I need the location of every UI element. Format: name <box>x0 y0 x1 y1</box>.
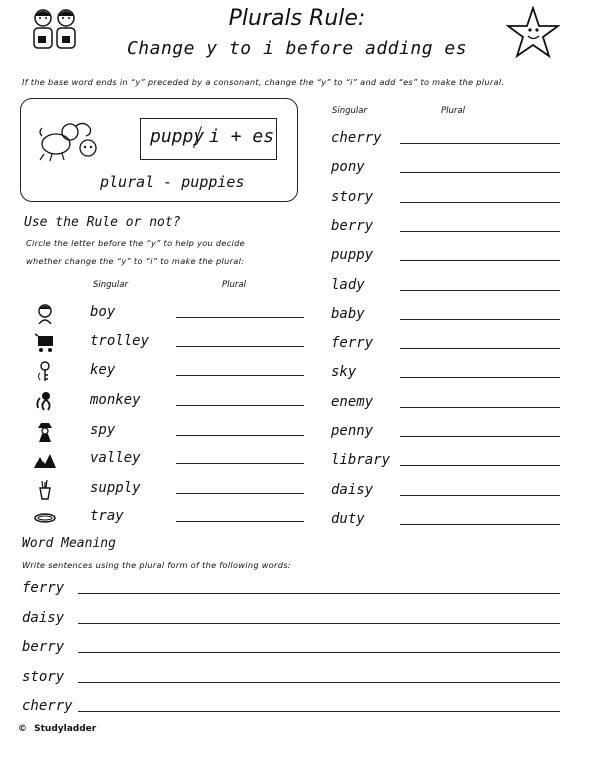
page-subtitle: Change y to i before adding es <box>126 38 468 59</box>
left-col-plural: Plural <box>222 280 246 290</box>
left-word-trolley: trolley <box>90 333 150 349</box>
monkey-icon <box>34 390 56 412</box>
left-answer-line[interactable] <box>176 346 304 347</box>
tray-icon <box>34 506 56 528</box>
sentence-line[interactable] <box>78 652 560 653</box>
left-col-singular: Singular <box>93 280 128 290</box>
key-icon <box>34 360 56 382</box>
left-answer-line[interactable] <box>176 493 304 494</box>
right-word-cherry: cherry <box>331 130 382 146</box>
right-answer-line[interactable] <box>400 436 560 437</box>
left-answer-line[interactable] <box>176 521 304 522</box>
example-result: plural - puppies <box>100 173 245 191</box>
right-word-penny: penny <box>331 423 374 439</box>
right-answer-line[interactable] <box>400 290 560 291</box>
star-icon <box>506 6 560 60</box>
right-col-plural: Plural <box>441 106 465 116</box>
sentence-line[interactable] <box>78 711 560 712</box>
left-answer-line[interactable] <box>176 317 304 318</box>
use-rule-line1: Circle the letter before the “y” to help you decide <box>26 238 245 248</box>
footer-brand: Studyladder <box>34 724 97 734</box>
right-word-enemy: enemy <box>331 393 374 410</box>
footer <box>18 724 96 734</box>
sentence-line[interactable] <box>78 593 560 594</box>
example-base-word: puppy <box>150 126 205 147</box>
right-answer-line[interactable] <box>400 348 560 349</box>
right-word-lady: lady <box>331 276 365 293</box>
puppies-icon <box>36 114 108 164</box>
sentence-line[interactable] <box>78 682 560 683</box>
right-word-library: library <box>331 452 391 469</box>
word-meaning-instruction: Write sentences using the plural form of the following words: <box>22 560 291 570</box>
left-word-tray: tray <box>90 508 124 524</box>
use-rule-heading: Use the Rule or not? <box>24 215 181 230</box>
left-word-monkey: monkey <box>90 392 141 408</box>
right-word-duty: duty <box>331 510 365 527</box>
boy-icon <box>34 302 56 324</box>
spy-icon <box>34 420 56 442</box>
left-word-valley: valley <box>90 450 141 466</box>
copyright-icon: © <box>18 724 27 734</box>
right-word-pony: pony <box>331 159 365 176</box>
left-answer-line[interactable] <box>176 463 304 464</box>
right-word-story: story <box>331 188 374 205</box>
right-answer-line[interactable] <box>400 260 560 261</box>
right-answer-line[interactable] <box>400 377 560 378</box>
right-word-baby: baby <box>331 305 365 322</box>
right-answer-line[interactable] <box>400 407 560 408</box>
right-answer-line[interactable] <box>400 231 560 232</box>
left-answer-line[interactable] <box>176 405 304 406</box>
page-title: Plurals Rule: <box>228 6 366 31</box>
right-answer-line[interactable] <box>400 524 560 525</box>
right-answer-line[interactable] <box>400 465 560 466</box>
right-answer-line[interactable] <box>400 495 560 496</box>
left-answer-line[interactable] <box>176 375 304 376</box>
left-word-supply: supply <box>90 480 141 496</box>
right-answer-line[interactable] <box>400 172 560 173</box>
sentence-line[interactable] <box>78 623 560 624</box>
meaning-word-berry: berry <box>22 639 65 655</box>
example-suffix: i + es <box>209 126 275 147</box>
right-col-singular: Singular <box>332 106 367 116</box>
meaning-word-story: story <box>22 668 65 685</box>
use-rule-line2: whether change the “y” to “i” to make the plural: <box>26 256 245 266</box>
valley-icon <box>34 448 56 470</box>
word-meaning-heading: Word Meaning <box>22 536 116 551</box>
left-word-boy: boy <box>90 304 116 320</box>
right-answer-line[interactable] <box>400 143 560 144</box>
right-word-daisy: daisy <box>331 481 374 498</box>
trolley-icon <box>34 331 56 353</box>
right-word-puppy: puppy <box>331 247 374 264</box>
right-answer-line[interactable] <box>400 319 560 320</box>
meaning-word-daisy: daisy <box>22 609 65 626</box>
right-word-berry: berry <box>331 217 374 234</box>
right-word-ferry: ferry <box>331 335 374 352</box>
right-word-sky: sky <box>331 364 357 381</box>
meaning-word-ferry: ferry <box>22 580 65 596</box>
left-word-key: key <box>90 362 116 378</box>
supply-icon <box>34 478 56 500</box>
right-answer-line[interactable] <box>400 202 560 203</box>
left-word-spy: spy <box>90 422 116 438</box>
rule-instruction: If the base word ends in “y” preceded by a consonant, change the “y” to “i” and add “es” to make the plural. <box>22 77 505 87</box>
left-answer-line[interactable] <box>176 435 304 436</box>
meaning-word-cherry: cherry <box>22 698 73 714</box>
